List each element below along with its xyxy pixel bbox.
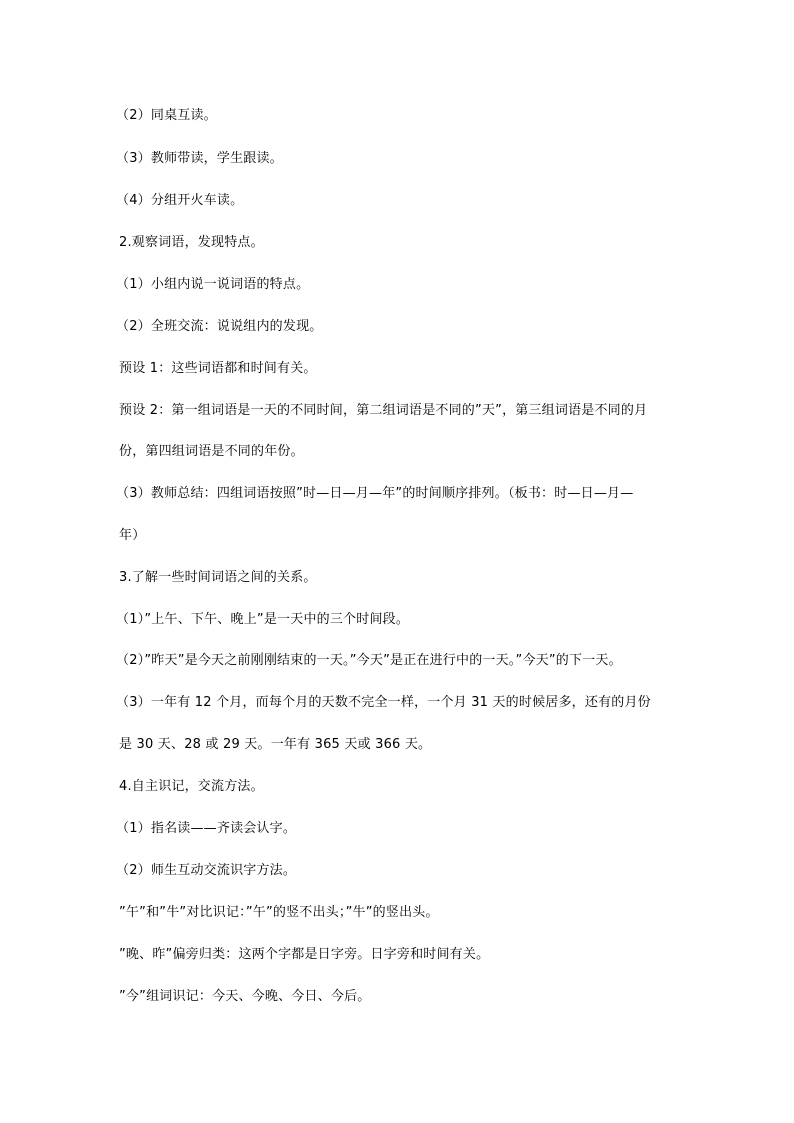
text-line: （3）一年有 12 个月，而每个月的天数不完全一样，一个月 31 天的时候居多，还有的月份 xyxy=(116,695,651,710)
text-line: 2.观察词语，发现特点。 xyxy=(119,235,264,250)
text-line: 3.了解一些时间词语之间的关系。 xyxy=(119,570,317,585)
text-line: （2）师生互动交流识字方法。 xyxy=(116,863,297,878)
text-line: （1）指名读——齐读会认字。 xyxy=(116,821,297,836)
text-line: 4.自主识记，交流方法。 xyxy=(119,779,264,794)
text-line: （2）同桌互读。 xyxy=(116,108,217,123)
text-line: 是 30 天、28 或 29 天。一年有 365 天或 366 天。 xyxy=(119,737,432,752)
text-line: （2）全班交流：说说组内的发现。 xyxy=(116,319,323,334)
text-line: （1）”上午、下午、晚上”是一天中的三个时间段。 xyxy=(116,612,410,627)
text-line: （4）分组开火车读。 xyxy=(116,193,244,208)
text-line: 预设 1：这些词语都和时间有关。 xyxy=(119,361,317,376)
text-line: 份，第四组词语是不同的年份。 xyxy=(119,444,304,459)
text-line: （3）教师带读，学生跟读。 xyxy=(116,151,283,166)
text-line: （3）教师总结：四组词语按照”时—日—月—年”的时间顺序排列。（板书：时—日—月— xyxy=(116,486,634,501)
text-line: ”午”和”牛”对比识记：”午”的竖不出头；”牛”的竖出头。 xyxy=(119,905,439,920)
text-line: ”今”组词识记：今天、今晚、今日、今后。 xyxy=(119,989,371,1004)
text-line: （1）小组内说一说词语的特点。 xyxy=(116,277,310,292)
text-line: ”晚、昨”偏旁归类：这两个字都是日字旁。日字旁和时间有关。 xyxy=(119,947,490,962)
text-line: （2）”昨天”是今天之前刚刚结束的一天。”今天”是正在进行中的一天。”今天”的下一天。 xyxy=(116,653,622,668)
text-line: 预设 2：第一组词语是一天的不同时间，第二组词语是不同的”天”，第三组词语是不同的月 xyxy=(119,403,648,418)
text-line: 年） xyxy=(119,528,146,543)
